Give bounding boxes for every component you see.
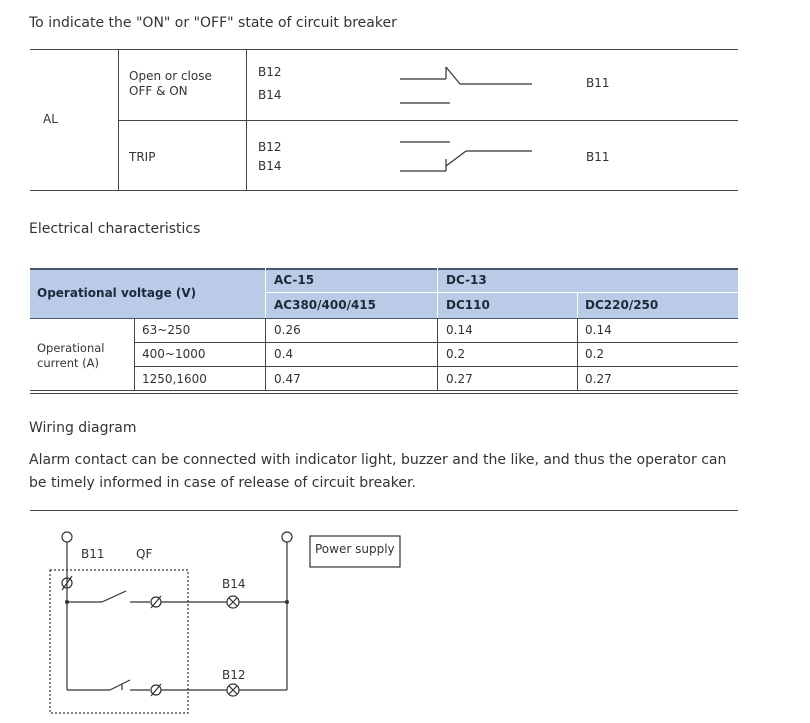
indicate-title: To indicate the "ON" or "OFF" state of circuit breaker (29, 15, 397, 31)
header-dc-voltage-2: DC220/250 (585, 298, 659, 312)
cell-range: 400~1000 (142, 347, 206, 361)
label-b11: B11 (81, 547, 105, 561)
contact-label-b: B14 (258, 88, 282, 102)
cell-dc110: 0.14 (446, 323, 473, 337)
wiring-divider (30, 510, 738, 511)
cell-ac: 0.47 (274, 372, 301, 386)
cell-ac: 0.26 (274, 323, 301, 337)
cell-range: 63~250 (142, 323, 191, 337)
elec-col-divider-range (134, 318, 135, 390)
header-ac-type: AC-15 (274, 273, 315, 287)
label-qf: QF (136, 547, 153, 561)
elec-col-divider-dc2-body (577, 318, 578, 390)
row-label-line2: current (A) (37, 356, 99, 370)
contact-label-a: B12 (258, 65, 282, 79)
electrical-title: Electrical characteristics (29, 221, 201, 237)
cell-dc110: 0.2 (446, 347, 466, 361)
elec-row-divider-2 (134, 366, 738, 367)
elec-header-divider (265, 292, 738, 293)
wiring-title: Wiring diagram (29, 420, 137, 436)
elec-col-divider-ac-body (265, 318, 266, 390)
elec-table-bottom-2 (30, 393, 738, 394)
cell-dc220: 0.14 (585, 323, 612, 337)
contact-symbols (0, 0, 810, 200)
header-operational-voltage: Operational voltage (V) (37, 286, 197, 300)
wiring-diagram (0, 520, 810, 723)
contact-symbol-open-close (400, 67, 532, 103)
elec-table-top-border (30, 268, 738, 270)
row-desc-line1: Open or close (129, 69, 212, 83)
elec-header-bottom (30, 318, 738, 319)
elec-col-divider-dc-body (437, 318, 438, 390)
header-dc-type: DC-13 (446, 273, 487, 287)
group-label: AL (43, 112, 58, 126)
cell-dc110: 0.27 (446, 372, 473, 386)
cell-range: 1250,1600 (142, 372, 207, 386)
row-desc-line1: TRIP (129, 150, 156, 164)
row-desc-line2: OFF & ON (129, 84, 188, 98)
cell-dc220: 0.2 (585, 347, 605, 361)
cell-dc220: 0.27 (585, 372, 612, 386)
header-ac-voltage: AC380/400/415 (274, 298, 377, 312)
common-label: B11 (586, 76, 610, 90)
elec-row-divider-1 (134, 342, 738, 343)
elec-table-bottom-1 (30, 390, 738, 391)
cell-ac: 0.4 (274, 347, 294, 361)
contact-label-a: B12 (258, 140, 282, 154)
label-b14: B14 (222, 577, 246, 591)
contact-symbol-trip (400, 142, 532, 171)
label-b12: B12 (222, 668, 246, 682)
header-dc-voltage-1: DC110 (446, 298, 490, 312)
row-label-line1: Operational (37, 341, 105, 355)
common-label: B11 (586, 150, 610, 164)
label-power-supply: Power supply (315, 542, 395, 556)
wiring-description: Alarm contact can be connected with indicator light, buzzer and the like, and thus the operator can be timely informed in case of release of circuit breaker. (29, 452, 727, 491)
contact-label-b: B14 (258, 159, 282, 173)
